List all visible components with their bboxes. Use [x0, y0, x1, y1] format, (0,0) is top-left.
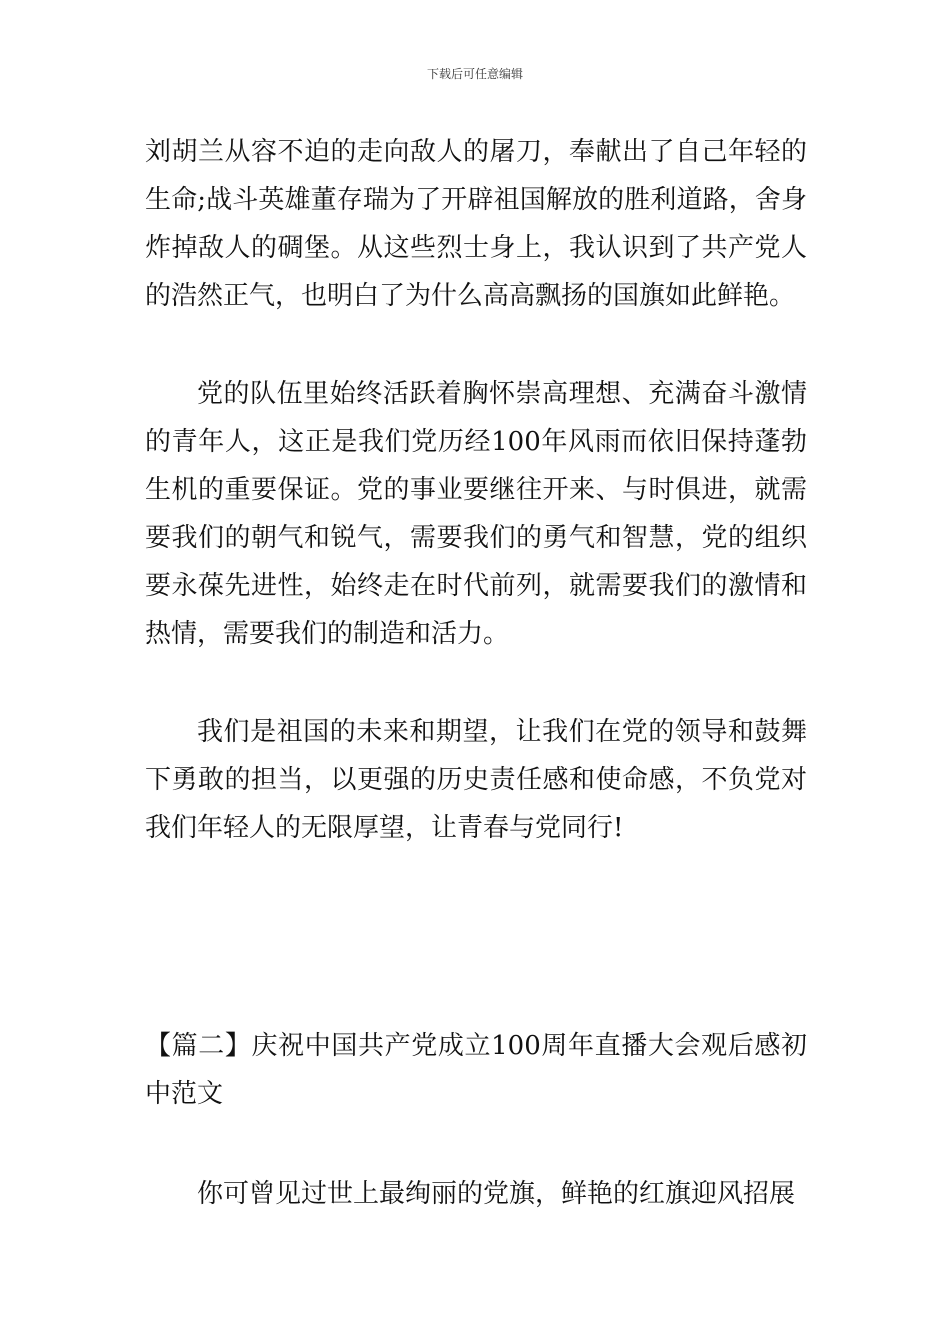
paragraph-1: 刘胡兰从容不迫的走向敌人的屠刀，奉献出了自己年轻的生命;战斗英雄董存瑞为了开辟祖国解放的胜利道路，舍身炸掉敌人的碉堡。从这些烈士身上，我认识到了共产党人的浩然正气，也明白了为什么高高飘扬的国旗如此鲜艳。	[145, 137, 807, 311]
section-title: 【篇二】庆祝中国共产党成立100周年直播大会观后感初中范文	[145, 1031, 807, 1109]
header-note: 下载后可任意编辑	[426, 67, 523, 81]
paragraph-2: 党的队伍里始终活跃着胸怀崇高理想、充满奋斗激情的青年人，这正是我们党历经100年风雨而依旧保持蓬勃生机的重要保证。党的事业要继往开来、与时俱进，就需要我们的朝气和锐气，需要我们的勇气和智慧，党的组织要永葆先进性，始终走在时代前列，就需要我们的激情和热情，需要我们的制造和活力。	[145, 379, 807, 649]
paragraph-4: 你可曾见过世上最绚丽的党旗，鲜艳的红旗迎风招展	[197, 1179, 796, 1209]
paragraph-3: 我们是祖国的未来和期望，让我们在党的领导和鼓舞下勇敢的担当，以更强的历史责任感和使命感，不负党对我们年轻人的无限厚望，让青春与党同行!	[145, 717, 807, 843]
document-body	[145, 128, 807, 852]
